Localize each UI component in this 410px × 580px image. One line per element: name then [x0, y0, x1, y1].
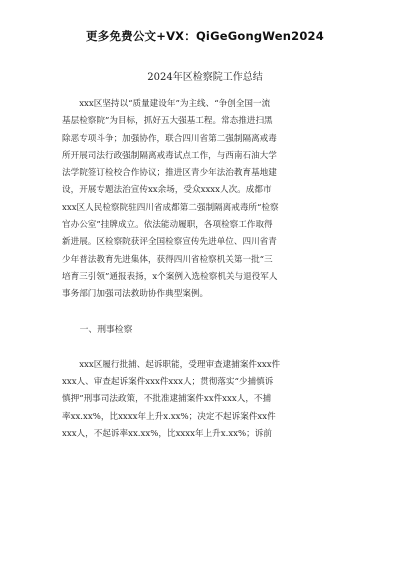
section-heading-criminal-prosecution: 一、刑事检察: [79, 324, 133, 335]
section-1-line: 慎押”刑事司法政策，不批准逮捕案件xx件xxx人，不捕: [62, 394, 272, 405]
intro-paragraph: [62, 96, 354, 304]
intro-line: 官办公室”挂牌成立。依法能动履职，各项检察工作取得: [62, 220, 273, 231]
section-1-line: xxx人、审查起诉案件xxx件xxx人；贯彻落实“少捕慎诉: [62, 377, 274, 388]
intro-line: 少年普法教育先进集体，获得四川省检察机关第一批“三: [62, 254, 273, 265]
intro-line: 培育三引领”通报表扬，x个案例入选检察机关与退役军人: [62, 271, 278, 282]
intro-line: 新进展。区检察院获评全国检察宣传先进单位、四川省青: [62, 237, 277, 248]
intro-line: 法学院签订检校合作协议；推进区青少年法治教育基地建: [62, 168, 277, 179]
intro-line: xxx区人民检察院驻四川省成都第二强制隔离戒毒所“检察: [62, 202, 279, 213]
promo-header: 更多免费公文+VX：QiGeGongWen2024: [86, 29, 324, 43]
intro-line: xxx区坚持以“质量建设年”为主线、“争创全国一流: [79, 99, 271, 109]
intro-line: 事务部门加强司法救助协作典型案例。: [62, 289, 209, 300]
section-1-line: xxx区履行批捕、起诉职能，受理审查逮捕案件xxx件: [79, 359, 281, 370]
document-body: [62, 96, 354, 443]
section-1-paragraph: [62, 357, 354, 443]
intro-line: 所开展司法行政强制隔离戒毒试点工作，与西南石油大学: [62, 150, 277, 161]
intro-line: 除恶专项斗争；加强协作，联合四川省第二强制隔离戒毒: [62, 133, 277, 144]
intro-line: 基层检察院”为目标，抓好五大强基工程。常态推进扫黑: [62, 116, 273, 127]
intro-line: 设，开展专题法治宣传xx余场，受众xxxx人次。成都市: [62, 185, 272, 196]
document-title: 2024年区检察院工作总结: [147, 72, 263, 83]
section-1-line: xxx人，不起诉率xx.xx%，比xxxx年上升x.xx%；诉前: [62, 429, 272, 440]
section-1-line: 率xx.xx%，比xxxx年上升x.xx%；决定不起诉案件xx件: [62, 411, 276, 422]
